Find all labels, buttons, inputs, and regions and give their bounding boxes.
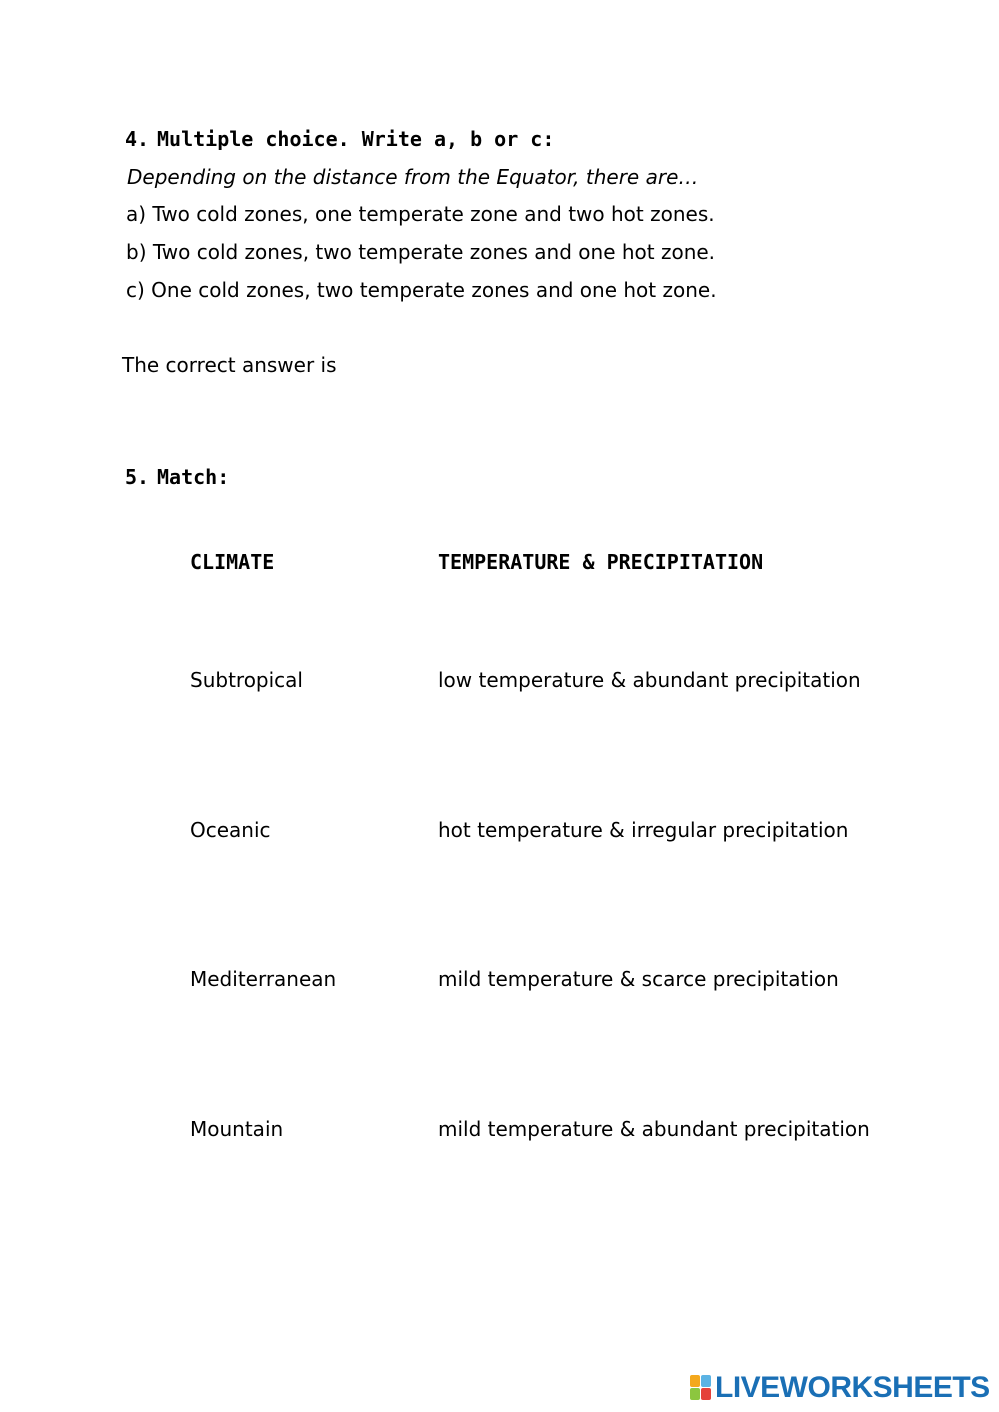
description-item[interactable]: mild temperature & scarce precipitation: [438, 967, 839, 991]
question-5-title: Match:: [157, 465, 230, 489]
answer-label: The correct answer is: [122, 353, 337, 377]
logo-square-icon: [690, 1375, 700, 1387]
climate-item[interactable]: Mountain: [190, 1117, 284, 1141]
climate-item[interactable]: Subtropical: [190, 668, 303, 692]
climate-item[interactable]: Oceanic: [190, 818, 271, 842]
column-header-temperature: TEMPERATURE & PRECIPITATION: [438, 550, 764, 574]
question-4-prompt: Depending on the distance from the Equator, there are…: [127, 165, 699, 189]
question-5-number: 5.: [125, 465, 150, 489]
option-c: c) One cold zones, two temperate zones and one hot zone.: [126, 278, 717, 302]
description-item[interactable]: hot temperature & irregular precipitation: [438, 818, 849, 842]
option-b: b) Two cold zones, two temperate zones and one hot zone.: [126, 240, 716, 264]
question-4-number: 4.: [125, 127, 150, 151]
liveworksheets-mark-icon: [690, 1375, 712, 1401]
description-item[interactable]: low temperature & abundant precipitation: [438, 668, 861, 692]
logo-text: LIVEWORKSHEETS: [715, 1371, 990, 1404]
column-header-climate: CLIMATE: [190, 550, 275, 574]
logo-square-icon: [701, 1388, 711, 1400]
option-a: a) Two cold zones, one temperate zone and two hot zones.: [126, 202, 715, 226]
logo-square-icon: [701, 1375, 711, 1387]
question-4-title: Multiple choice. Write a, b or c:: [157, 127, 555, 151]
liveworksheets-logo: [690, 1372, 990, 1404]
logo-square-icon: [690, 1388, 700, 1400]
climate-item[interactable]: Mediterranean: [190, 967, 337, 991]
description-item[interactable]: mild temperature & abundant precipitation: [438, 1117, 870, 1141]
